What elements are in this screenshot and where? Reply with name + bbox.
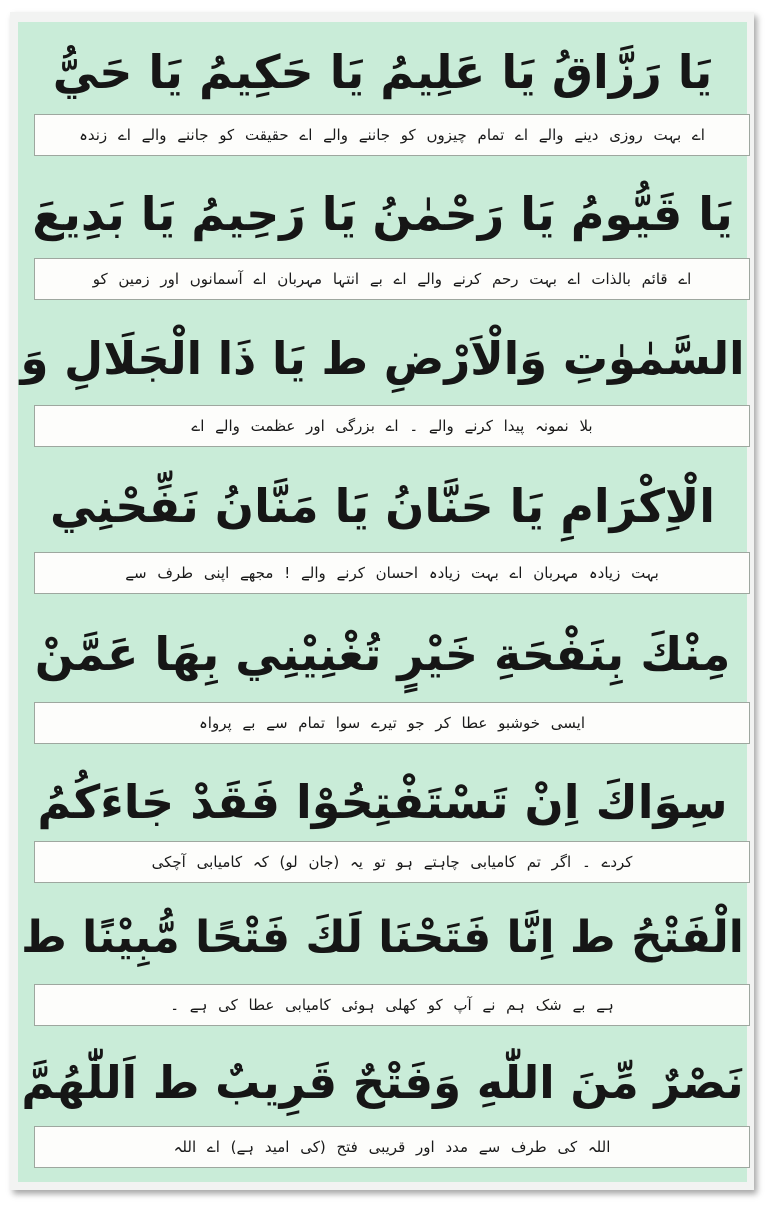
arabic-line-6: سِوَاكَ اِنْ تَسْتَفْتِحُوْا فَقَدْ جَاءَكُمُ: [37, 775, 728, 829]
arabic-line-5: مِنْكَ بِنَفْحَةِ خَيْرٍ تُغْنِيْنِي بِهَا عَمَّنْ: [34, 627, 731, 681]
arabic-line-3: السَّمٰوٰتِ وَالْاَرْضِ ط يَا ذَا الْجَلَالِ وَ: [20, 331, 745, 385]
urdu-translation-5: ایسی خوشبو عطا کر جو تیرے سوا تمام سے بے پرواہ: [34, 702, 750, 744]
urdu-translation-4: بہت زیادہ مہربان اے بہت زیادہ احسان کرنے والے ! مجھے اپنی طرف سے: [34, 552, 750, 594]
arabic-line-1: يَا رَزَّاقُ يَا عَلِيمُ يَا حَكِيمُ يَا حَيُّ: [52, 45, 713, 99]
arabic-line-4: الْاِكْرَامِ يَا حَنَّانُ يَا مَنَّانُ نَفِّحْنِي: [49, 479, 716, 533]
urdu-translation-7: ہے بے شک ہم نے آپ کو کھلی ہوئی کامیابی عطا کی ہے ۔: [34, 984, 750, 1026]
urdu-translation-1: اے بہت روزی دینے والے اے تمام چیزوں کو جاننے والے اے حقیقت کو جاننے والے اے زندہ: [34, 114, 750, 156]
urdu-translation-2: اے قائم بالذات اے بہت رحم کرنے والے اے بے انتہا مہربان اے آسمانوں اور زمین کو: [34, 258, 750, 300]
urdu-translation-8: اللہ کی طرف سے مدد اور قریبی فتح (کی امید ہے) اے اللہ: [34, 1126, 750, 1168]
arabic-line-8: نَصْرٌ مِّنَ اللّٰهِ وَفَتْحٌ قَرِيبٌ ط اَللّٰهُمَّ: [21, 1055, 744, 1109]
urdu-translation-3: بلا نمونہ پیدا کرنے والے ۔ اے بزرگی اور عظمت والے اے: [34, 405, 750, 447]
arabic-line-2: يَا قَيُّومُ يَا رَحْمٰنُ يَا رَحِيمُ يَا بَدِيعَ: [32, 187, 733, 241]
dua-page: [18, 22, 747, 1182]
arabic-line-7: الْفَتْحُ ط اِنَّا فَتَحْنَا لَكَ فَتْحًا مُّبِيْنًا ط: [21, 912, 744, 963]
urdu-translation-6: کردے ۔ اگر تم کامیابی چاہتے ہو تو یہ (جان لو) کہ کامیابی آچکی: [34, 841, 750, 883]
